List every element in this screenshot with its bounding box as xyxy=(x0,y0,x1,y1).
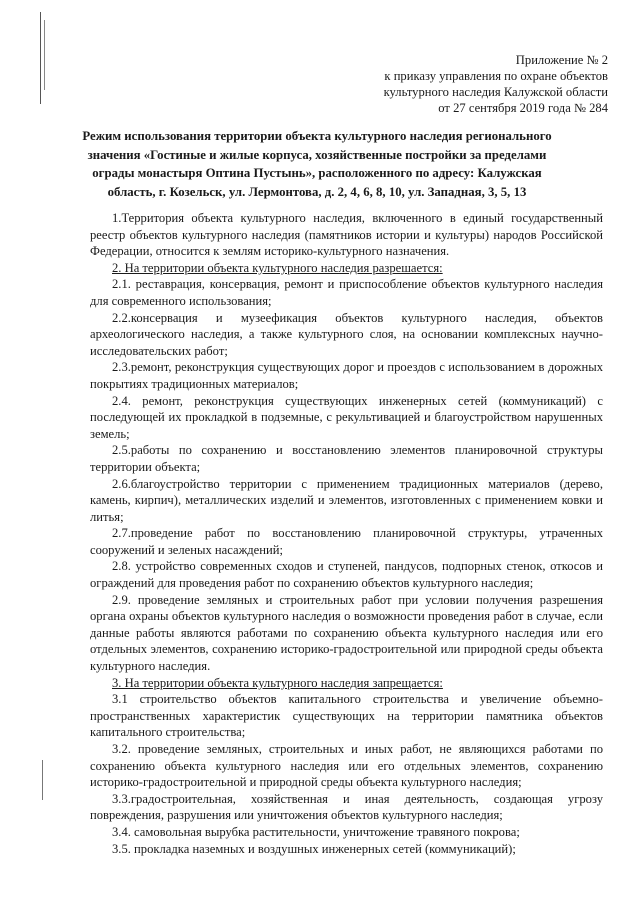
section-heading-prohibited: 3. На территории объекта культурного наследия запрещается: xyxy=(112,675,443,690)
paragraph: 2.7.проведение работ по восстановлению планировочной структуры, утраченных сооружений и зеленых насаждений; xyxy=(90,526,603,557)
paragraph: 2.1. реставрация, консервация, ремонт и приспособление объектов культурного наследия для современного использования; xyxy=(90,277,603,308)
order-reference: к приказу управления по охране объектов xyxy=(384,69,608,83)
scan-edge-mark xyxy=(44,20,45,90)
paragraph: 2.3.ремонт, реконструкция существующих дорог и проездов с использованием в дорожных покрытиях традиционных материалов; xyxy=(90,360,603,391)
document-body xyxy=(90,210,603,857)
scan-edge-mark xyxy=(42,760,43,800)
paragraph: 3.3.градостроительная, хозяйственная и иная деятельность, создающая угрозу повреждения, разрушения или уничтожения объектов культурного наследия; xyxy=(90,791,603,823)
appendix-number: Приложение № 2 xyxy=(515,53,608,67)
appendix-header xyxy=(300,52,608,116)
paragraph: 3.5. прокладка наземных и воздушных инженерных сетей (коммуникаций); xyxy=(112,841,516,856)
paragraph: 2.2.консервация и музеефикация объектов культурного наследия, объектов археологического наследия, а также культурного слоя, на основании комплексных научно-исследовательских работ; xyxy=(90,310,603,358)
order-authority: культурного наследия Калужской области xyxy=(383,85,608,99)
paragraph: 2.9. проведение земляных и строительных работ при условии получения разрешения органа охраны объектов культурного наследия о возможности проведения работ в случае, если данные работы являются работами по сохранению объекта культурного наследия или его отдельных элементов, сохранению историко-градостроительной или природной среды объекта культурного наследия. xyxy=(90,592,603,674)
paragraph: 2.6.благоустройство территории с применением традиционных материалов (дерево, камень, кирпич), металлических изделий и элементов, изготовленных с применением ковки и литья; xyxy=(90,476,603,524)
scan-edge-mark xyxy=(40,12,41,104)
order-date: от 27 сентября 2019 года № 284 xyxy=(438,101,608,115)
document-title: Режим использования территории объекта культурного наследия регионального значения «Гостиные и жилые корпуса, хозяйственные постройки за пределами ограды монастыря Оптина Пустынь», расположенного по адресу: Калужская область, г. Козельск, ул. Лермонтова, д. 2, 4, 6, 8, 10, ул. Западная, 3, 5, 13 xyxy=(82,129,552,199)
paragraph: 3.4. самовольная вырубка растительности, уничтожение травяного покрова; xyxy=(112,824,520,839)
section-heading-permitted: 2. На территории объекта культурного наследия разрешается: xyxy=(112,260,443,275)
paragraph: 1.Территория объекта культурного наследия, включенного в единый государственный реестр объектов культурного наследия (памятников истории и культуры) народов Российской Федерации, относится к землям историко-культурного назначения. xyxy=(90,211,603,259)
paragraph: 2.5.работы по сохранению и восстановлению элементов планировочной структуры территории объекта; xyxy=(90,443,603,474)
paragraph: 2.8. устройство современных сходов и ступеней, пандусов, подпорных стенок, откосов и ограждений для проведения работ по сохранению объектов культурного наследия; xyxy=(90,559,603,591)
paragraph: 3.2. проведение земляных, строительных и иных работ, не являющихся работами по сохранению объекта культурного наследия или его отдельных элементов, сохранению историко-градостроительной и природной среды объекта культурного наследия; xyxy=(90,742,603,790)
paragraph: 3.1 строительство объектов капитального строительства и увеличение объемно-пространственных характеристик существующих на территории памятника объектов капитального строительства; xyxy=(90,692,603,740)
paragraph: 2.4. ремонт, реконструкция существующих инженерных сетей (коммуникаций) с последующей их прокладкой в подземные, с рекультивацией и благоустройством нарушенных земель; xyxy=(90,393,603,441)
